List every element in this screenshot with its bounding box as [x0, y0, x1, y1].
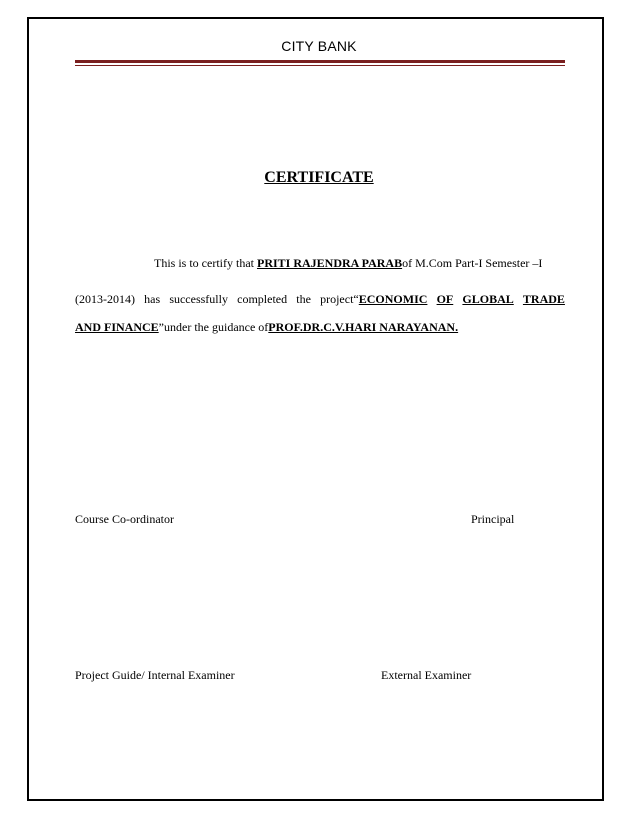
certificate-line-3 [75, 319, 565, 335]
line1-prefix: This is to certify that [154, 256, 257, 270]
signature-project-guide: Project Guide/ Internal Examiner [75, 668, 235, 682]
signature-course-coordinator: Course Co-ordinator [75, 512, 174, 526]
project-title-end: AND FINANCE [75, 320, 159, 334]
signature-external-examiner: External Examiner [381, 668, 472, 682]
signature-principal: Principal [471, 512, 515, 526]
certificate-title: CERTIFICATE [264, 169, 374, 186]
line2-word: (2013-2014) [75, 292, 135, 306]
header-rule [75, 60, 565, 63]
page-header-title: CITY BANK [281, 38, 357, 54]
project-title-word: OF [436, 292, 454, 306]
line3-middle: ”under the guidance of [158, 320, 269, 334]
line2-word: the [296, 292, 311, 306]
line1-suffix: of M.Com Part-I Semester –I [402, 256, 543, 270]
certificate-line-1 [75, 255, 565, 271]
line2-word: has [144, 292, 161, 306]
line2-word: completed [237, 292, 288, 306]
project-title-word: TRADE [522, 292, 565, 306]
project-title-word: ECONOMIC [358, 292, 428, 306]
certificate-line-2 [75, 291, 565, 307]
header-rule-thin [75, 65, 565, 66]
page-border [27, 17, 604, 801]
project-title-word: GLOBAL [462, 292, 514, 306]
line2-word: successfully [169, 292, 228, 306]
line2-word: project“ [320, 292, 359, 306]
guide-name: PROF.DR.C.V.HARI NARAYANAN. [268, 320, 459, 334]
student-name: PRITI RAJENDRA PARAB [256, 256, 403, 270]
